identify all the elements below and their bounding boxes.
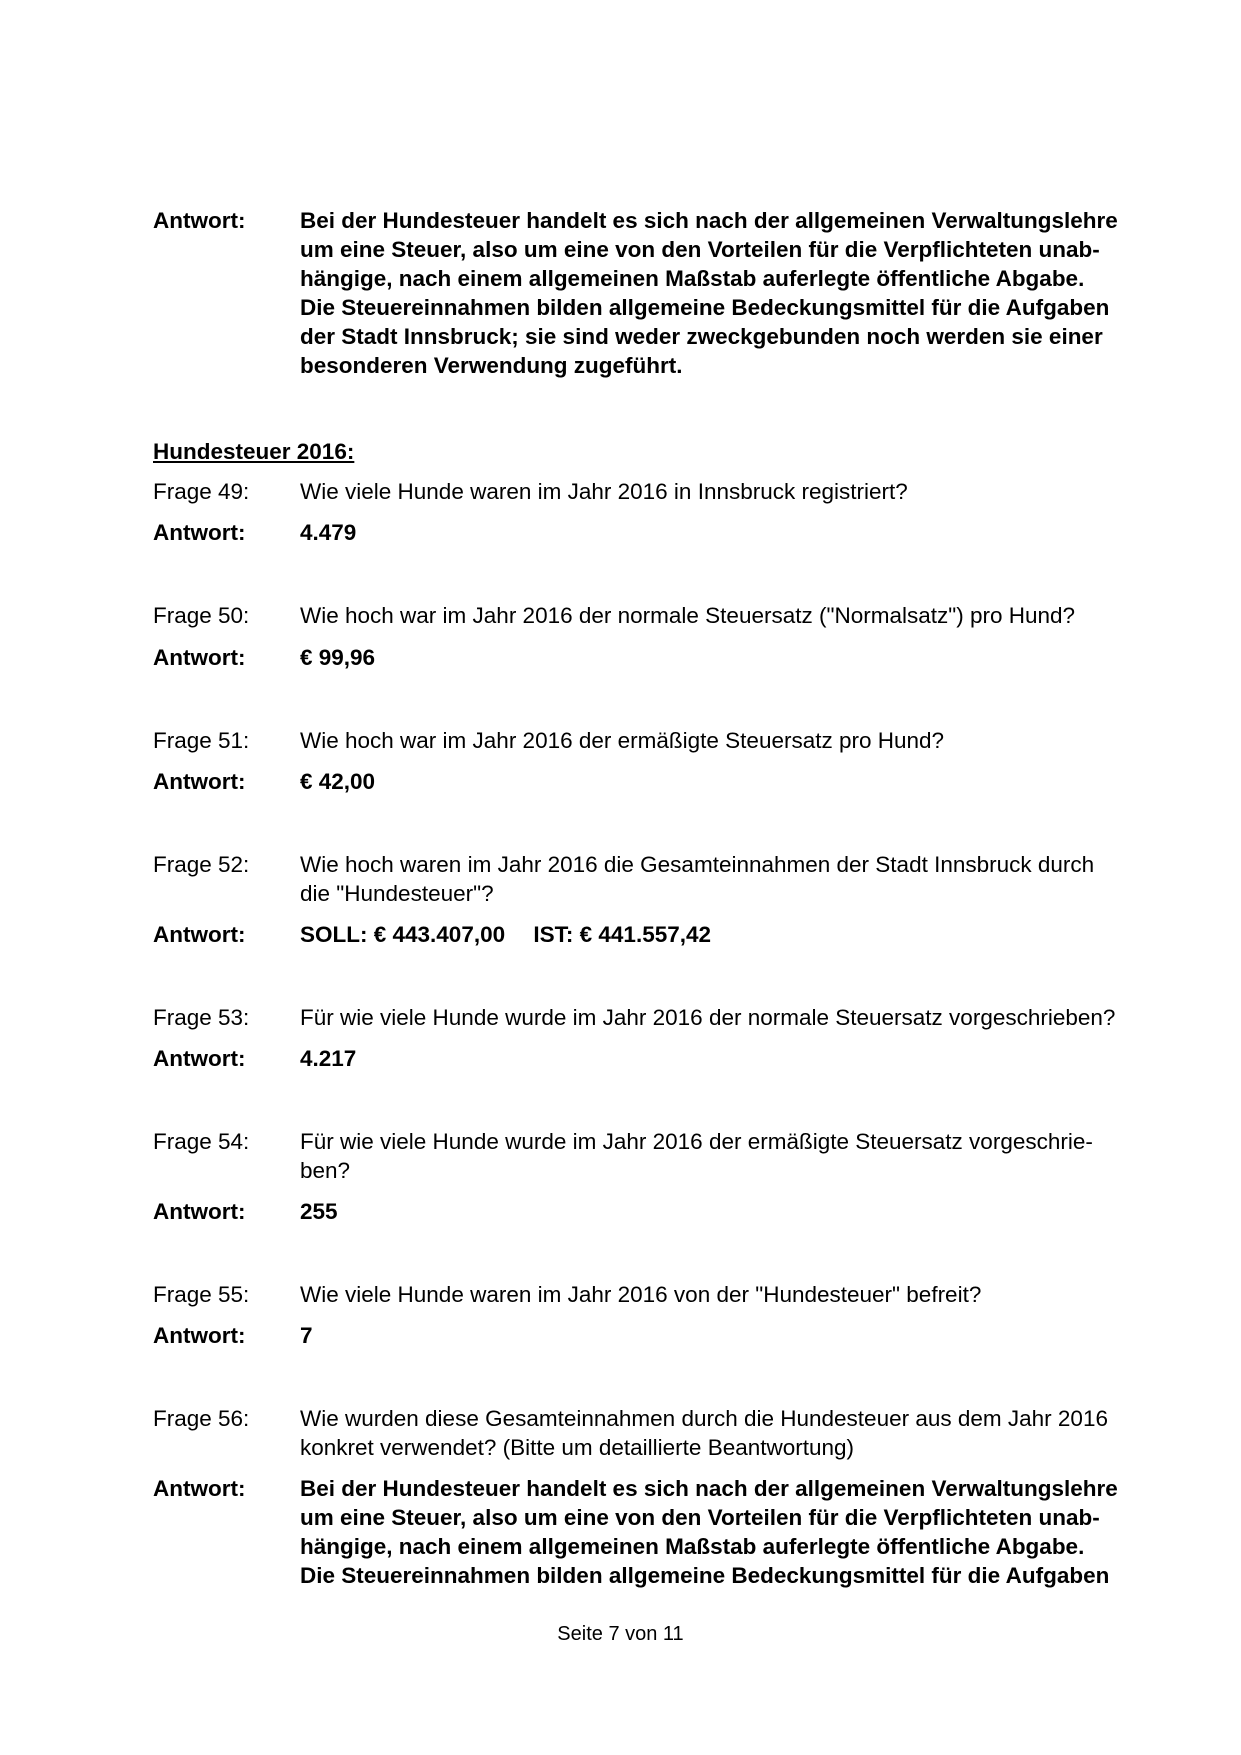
text-line: Wie hoch waren im Jahr 2016 die Gesamteinnahmen der Stadt Innsbruck durch bbox=[300, 852, 1095, 877]
question-text bbox=[300, 601, 1241, 630]
answer-label: Antwort: bbox=[153, 208, 246, 233]
answer-label: Antwort: bbox=[153, 1046, 246, 1071]
text-line: Für wie viele Hunde wurde im Jahr 2016 der ermäßigte Steuersatz vorgeschrie- bbox=[300, 1129, 1093, 1154]
text-line: Bei der Hundesteuer handelt es sich nach der allgemeinen Verwaltungslehre bbox=[300, 208, 1118, 233]
text-line: besonderen Verwendung zugeführt. bbox=[300, 353, 683, 378]
question-label: Frage 51: bbox=[153, 728, 250, 753]
question-text bbox=[300, 477, 1241, 506]
answer-label: Antwort: bbox=[153, 1199, 246, 1224]
answer-value: 4.479 bbox=[300, 520, 357, 545]
text-line: ben? bbox=[300, 1158, 351, 1183]
text-line: Die Steuereinnahmen bilden allgemeine Bedeckungsmittel für die Aufgaben bbox=[300, 295, 1110, 320]
question-label: Frage 53: bbox=[153, 1005, 250, 1030]
text-line: die "Hundesteuer"? bbox=[300, 881, 494, 906]
text-line: Bei der Hundesteuer handelt es sich nach der allgemeinen Verwaltungslehre bbox=[300, 1476, 1118, 1501]
answer-value bbox=[300, 920, 1241, 949]
text-line: hängige, nach einem allgemeinen Maßstab auferlegte öffentliche Abgabe. bbox=[300, 266, 1085, 291]
question-text bbox=[300, 850, 1241, 908]
text-line: Die Steuereinnahmen bilden allgemeine Bedeckungsmittel für die Aufgaben bbox=[300, 1563, 1110, 1588]
text-line: Wie wurden diese Gesamteinnahmen durch die Hundesteuer aus dem Jahr 2016 bbox=[300, 1406, 1108, 1431]
question-text bbox=[300, 1127, 1241, 1185]
answer-value: 4.217 bbox=[300, 1046, 357, 1071]
answer-text bbox=[300, 206, 1241, 380]
answer-label: Antwort: bbox=[153, 922, 246, 947]
answer-text bbox=[300, 1474, 1241, 1590]
section-heading: Hundesteuer 2016: bbox=[153, 439, 355, 464]
text-line: konkret verwendet? (Bitte um detaillierte Beantwortung) bbox=[300, 1435, 855, 1460]
text-line: der Stadt Innsbruck; sie sind weder zweckgebunden noch werden sie einer bbox=[300, 324, 1103, 349]
question-label: Frage 55: bbox=[153, 1282, 250, 1307]
page-number: Seite 7 von 11 bbox=[557, 1623, 684, 1645]
text-line: Wie hoch war im Jahr 2016 der normale Steuersatz ("Normalsatz") pro Hund? bbox=[300, 603, 1076, 628]
question-label: Frage 52: bbox=[153, 852, 250, 877]
answer-value: € 99,96 bbox=[300, 645, 376, 670]
answer-ist: IST: € 441.557,42 bbox=[533, 922, 712, 947]
answer-value: 7 bbox=[300, 1323, 313, 1348]
text-line: um eine Steuer, also um eine von den Vorteilen für die Verpflichteten unab- bbox=[300, 1505, 1100, 1530]
text-line: Für wie viele Hunde wurde im Jahr 2016 der normale Steuersatz vorgeschrieben? bbox=[300, 1005, 1116, 1030]
answer-value: 255 bbox=[300, 1199, 338, 1224]
question-label: Frage 50: bbox=[153, 603, 250, 628]
text-line: Wie viele Hunde waren im Jahr 2016 in Innsbruck registriert? bbox=[300, 479, 908, 504]
answer-value: € 42,00 bbox=[300, 769, 376, 794]
question-text bbox=[300, 1280, 1241, 1309]
text-line: um eine Steuer, also um eine von den Vorteilen für die Verpflichteten unab- bbox=[300, 237, 1100, 262]
answer-label: Antwort: bbox=[153, 645, 246, 670]
question-label: Frage 54: bbox=[153, 1129, 250, 1154]
question-label: Frage 56: bbox=[153, 1406, 250, 1431]
answer-label: Antwort: bbox=[153, 1476, 246, 1501]
question-label: Frage 49: bbox=[153, 479, 250, 504]
answer-label: Antwort: bbox=[153, 520, 246, 545]
question-text bbox=[300, 726, 1241, 755]
text-line: hängige, nach einem allgemeinen Maßstab auferlegte öffentliche Abgabe. bbox=[300, 1534, 1085, 1559]
answer-label: Antwort: bbox=[153, 769, 246, 794]
answer-soll: SOLL: € 443.407,00 bbox=[300, 922, 506, 947]
answer-label: Antwort: bbox=[153, 1323, 246, 1348]
question-text bbox=[300, 1404, 1241, 1462]
text-line: Wie hoch war im Jahr 2016 der ermäßigte Steuersatz pro Hund? bbox=[300, 728, 945, 753]
text-line: Wie viele Hunde waren im Jahr 2016 von der "Hundesteuer" befreit? bbox=[300, 1282, 982, 1307]
question-text bbox=[300, 1003, 1241, 1032]
